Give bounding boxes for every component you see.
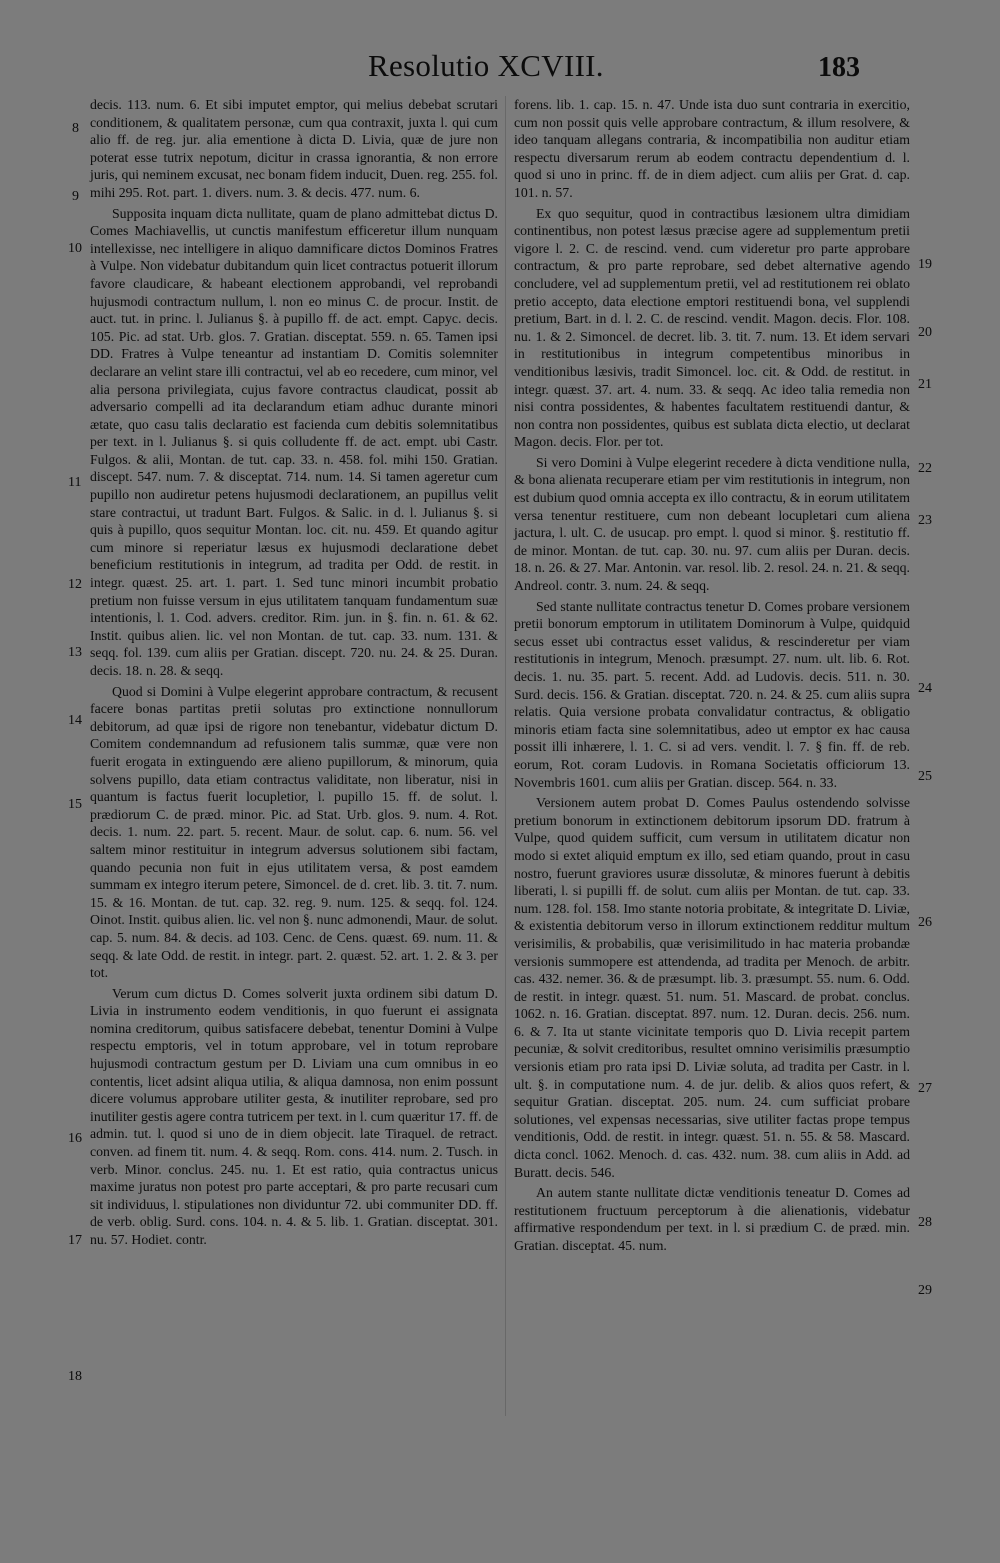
left-column: [90, 96, 498, 1249]
margin-number: 9: [72, 189, 79, 204]
right-paragraph-6: An autem stante nullitate dictæ venditionis teneatur D. Comes ad restitutionem fructuum perceptorum à die alienationis, videbatur affirmative respondendum per text. in l. si prædium C. de præd. min. Gratian. disceptat. 45. num.: [514, 1185, 910, 1253]
margin-number: 10: [68, 241, 82, 256]
right-column: [514, 96, 910, 1255]
right-paragraph-2: Ex quo sequitur, quod in contractibus læsionem ultra dimidiam continentibus, non potest læsus præcise agere ad supplementum pretii vigore l. 2. C. de rescind. vend. cum videretur pro parte approbare contractum, & pro parte reprobare, sed debet alternative agendo concludere, vel ad supplementum pretii, vel ad restitutionem rei oblato pretio accepto, data electione emptori restituendi bona, vel supplendi pretium, Bart. in d. l. 2. C. de rescind. vendit. Magon. decis. Flor. 108. nu. 1. & 2. Simoncel. de decret. lib. 3. tit. 7. num. 13. Et idem servari in restitutionibus in integrum competentibus minoribus in venditionibus læsivis, tradit Simoncel. loc. cit. & Odd. de restitut. in integr. quæst. 37. art. 4. num. 33. & seqq. Ac ideo talia remedia non nisi contra possidentes, & habentes facultatem restituendi dantur, & non contra non possidentes, quibus est sublata dicta electio, ut declarat Magon. decis. Flor. per tot.: [514, 205, 910, 450]
margin-number: 21: [918, 377, 932, 392]
running-title: Resolutio XCVIII.: [368, 48, 604, 83]
margin-number: 17: [68, 1233, 82, 1248]
margin-number: 11: [68, 475, 82, 490]
margin-number: 15: [68, 797, 82, 812]
margin-number: 26: [918, 915, 932, 930]
margin-number: 14: [68, 713, 82, 728]
left-paragraph-2: Supposita inquam dicta nullitate, quam de plano admittebat dictus D. Comes Machiavellis, ut cunctis manifestum efficeretur illum nunquam intellexisse, nec intelligere in aliquo damnificare dictos Dominos Fratres à Vulpe. Non videbatur dubitandum quin licet contractus potuerit illorum favore claudicare, & habeant electionem approbandi, vel reprobandi hujusmodi contractum nullum, l. non eo minus C. de procur. Instit. de auct. tut. in princ. l. Julianus §. à pupillo ff. de act. empt. Capyc. decis. 105. Pic. ad stat. Urb. glos. 7. Gratian. disceptat. 559. n. 65. Tamen ipsi DD. Fratres à Vulpe teneantur ad instantiam D. Comitis solemniter declarare an velint stare illi contractui, vel ab eo recedere, cum minor, vel alia persona privilegiata, cujus favore contractus claudicat, possit ab adversario compelli ad ita declarandum etiam adhuc durante minori ætate, quo casu talis declaratio est facienda cum debitis solemnitatibus per text. in l. Julianus §. si quis colludente ff. de act. empt. ubi Castr. Fulgos. & alii, Montan. de tut. cap. 33. n. 458. fol. mihi 150. Gratian. discept. 547. num. 7. & disceptat. 714. num. 14. Si tamen ageretur cum pupillo non audiretur petens hujusmodi declarationem, an pupillus velit stare contractui, ut tradunt Bart. Fulgos. & Salic. in d. l. Julianus §. si quis à pupillo, quos sequitur Montan. loc. cit. nu. 459. Et quando agitur cum minore si reperiatur læsus ex hujusmodi declaratione debet beneficium restitutionis in integrum, ad tradita per Odd. de restit. in integr. quæst. 25. art. 1. part. 1. Sed tunc minori incumbit probatio pretium non fuisse versum in ejus utilitatem tanquam fundamentum suæ intentionis, l. 1. Cod. advers. creditor. Rim. jun. in §. fin. n. 61. & 62. Instit. quibus alien. lic. vel non Montan. de tut. cap. 33. num. 131. & seqq. fol. 139. cum aliis per Gratian. discept. 720. nu. 24. & 25. Duran. decis. 18. n. 28. & seqq.: [90, 205, 498, 678]
margin-number: 24: [918, 681, 932, 696]
margin-number: 23: [918, 513, 932, 528]
right-paragraph-5: Versionem autem probat D. Comes Paulus ostendendo solvisse pretium bonorum in extinctionem debitorum ipsorum DD. fratrum à Vulpe, quod quidem sufficit, cum versum in utilitatem dicatur non modo si extet aliquid emptum ex illo, sed etiam quando, prout in casu nostro, fuerunt graviores usuræ dissolutæ, & minores fuerunt à debitis liberati, l. si pupilli ff. de solut. cum aliis per Montan. de tut. cap. 33. num. 128. fol. 158. Imo stante notoria probitate, & integritate D. Liviæ, & existentia debitorum verso in illorum extinctionem redditur multum verisimilis, & probabilis, quæ verisimilitudo in hac materia probandæ versionis summopere est attendenda, ad tradita per Menoch. de arbitr. cas. 432. nemer. 36. & de præsumpt. lib. 3. præsumpt. 55. num. 6. Odd. de restit. in integr. quæst. 51. num. 51. Mascard. de probat. conclus. 1062. n. 16. Gratian. disceptat. 897. num. 12. Duran. decis. 256. num. 6. & 7. Ita ut stante vicinitate temporis quo D. Livia recepit partem pecuniæ, & solvit creditoribus, resultet omnino verisimilis præsumptio versionis etiam pro rata ipsi D. Liviæ soluta, ad tradita per Castr. in l. ult. §. in computatione num. 4. de jur. delib. & alios quos refert, & sequitur Gratian. disceptat. 205. num. 24. cum sufficiat probare solutiones, vel expensas necessarias, sive utiliter factas prope tempus venditionis, Odd. de restit. in integr. quæst. 51. n. 55. & 58. Mascard. dicta concl. 1062. Menoch. d. cas. 432. num. 38. cum aliis in Add. ad Buratt. decis. 546.: [514, 795, 910, 1180]
right-paragraph-4: Sed stante nullitate contractus tenetur D. Comes probare versionem pretii bonorum emptorum in utilitatem Dominorum à Vulpe, quidquid secus esset ubi contractus esset validus, & rescinderetur per viam restitutionis in integrum, Menoch. præsumpt. 27. num. ult. lib. 6. Rot. decis. 1. nu. 35. part. 5. recent. Add. ad Ludovis. decis. 511. n. 30. Surd. decis. 156. & Gratian. disceptat. 720. n. 24. & 25. cum aliis supra relatis. Quia versione probata convalidatur contractus, & obligatio minoris etiam facta sine solemnitatibus, adeo ut emptor ex hac causa possit illi inhærere, l. 1. C. si ad vers. vendit. l. 7. § fin. ff. de reb. eorum, Rot. coram Ludovis. in Romana Societatis officiorum 13. Novembris 1601. cum aliis per Gratian. discep. 564. n. 33.: [514, 598, 910, 790]
column-separator: [505, 96, 506, 1416]
margin-number: 29: [918, 1283, 932, 1298]
right-paragraph-1: forens. lib. 1. cap. 15. n. 47. Unde ista duo sunt contraria in exercitio, cum non possit quis velle approbare contractum, & illum resolvere, & ideo tanquam allegans contraria, & incompatibilia non auditur etiam respectu diversarum rerum ab eodem contractu dependentium d. l. quod si uno in princ. ff. de in diem adject. cum aliis per Grat. d. cap. 101. n. 57.: [514, 97, 910, 200]
margin-number: 27: [918, 1081, 932, 1096]
left-paragraph-1: decis. 113. num. 6. Et sibi imputet emptor, qui melius debebat scrutari conditionem, & qualitatem personæ, cum qua contraxit, juxta l. qui cum alio ff. de reg. jur. alia ementione à dicta D. Livia, quæ de jure non poterat esse tutrix nepotum, dicitur in crassa ignorantia, & non errore juris, qui neminem excusat, nec bonam fidem inducit, Duen. reg. 255. fol. mihi 295. Rot. part. 1. divers. num. 3. & decis. 477. num. 6.: [90, 97, 498, 200]
margin-number: 8: [72, 121, 79, 136]
margin-number: 20: [918, 325, 932, 340]
left-paragraph-3: Quod si Domini à Vulpe elegerint approbare contractum, & recusent facere bonas partitas pretii solutas pro extinctione nonnullorum debitorum, ad quæ ipsi de rigore non tenebantur, videbatur dictum D. Comitem condemnandum ad refusionem talis summæ, quæ vere non fuerit erogata in extinguendo ære alieno pupillorum, & minorum, quia solvens pupillo, data etiam contractus validitate, non liberatur, nisi in quantum is factus fuerit locupletior, l. pupillo 15. ff. de solut. l. prædiorum C. de præd. minor. Pic. ad Stat. Urb. glos. 9. num. 4. Rot. decis. 1. num. 22. part. 5. recent. Maur. de solut. cap. 6. num. 56. vel saltem minor restituitur in integrum adversus solutionem sibi factam, quando pecunia non fuit in ejus utilitatem versa, & post eamdem summam ex integro iterum petere, Simoncel. de d. cret. lib. 3. tit. 7. num. 15. & 16. Montan. de tut. cap. 32. reg. 9. num. 125. & seqq. fol. 124. Oinot. Instit. quibus alien. lic. vel non §. nunc admonendi, Maur. de solut. cap. 5. num. 84. & decis. ad 103. Cenc. de Cens. quæst. 69. num. 11. & seqq. & late Odd. de restit. in integr. part. 2. quæst. 52. art. 1. 2. & 3. per tot.: [90, 683, 498, 981]
margin-number: 18: [68, 1369, 82, 1384]
right-paragraph-3: Si vero Domini à Vulpe elegerint recedere à dicta venditione nulla, & bona alienata recuperare etiam per vim restitutionis in integrum, non est dubium quod omnia accepta ex illo contractu, & in eorum utilitatem versa tenentur restituere, cum non debeant locupletari cum aliena jactura, l. ult. C. de usucap. pro empt. l. quod si minor. §. restitutio ff. de minor. Montan. de tut. cap. 30. nu. 97. cum aliis per Duran. decis. 18. n. 26. & 27. Mar. Antonin. var. resol. lib. 2. resol. 24. n. 21. & seqq. Andreol. contr. 3. num. 24. & seqq.: [514, 454, 910, 594]
margin-number: 16: [68, 1131, 82, 1146]
left-paragraph-4: Verum cum dictus D. Comes solverit juxta ordinem sibi datum D. Livia in instrumento eodem venditionis, in quo fuerunt ei assignata nomina creditorum, quibus satisfacere debebat, tenentur Domini à Vulpe respectu emptoris, vel in totum approbare, vel in totum reprobare hujusmodi contractum gestum per D. Liviam una cum omnibus in eo contentis, licet adsint aliqua utilia, & aliqua damnosa, non enim possunt dicere volumus approbare utiliter gesta, & inutiliter reprobare, sed pro inutiliter gestis agere contra tutricem per text. in l. cum quæritur 17. ff. de admin. tut. l. quod si uno de in diem objecit. late Tiraquel. de retract. conven. ad finem tit. num. 4. & seqq. Rom. cons. 414. num. 2. Tusch. in verb. Minor. conclus. 245. nu. 1. Et est ratio, quia contractus unicus maxime juratus non potest pro parte acceptari, & pro parte recusari cum sit individuus, l. stipulationes non dividuntur 72. ubi communiter DD. ff. de verb. oblig. Surd. cons. 104. n. 4. & 5. lib. 1. Gratian. disceptat. 301. nu. 57. Hodiet. contr.: [90, 985, 498, 1247]
margin-number: 13: [68, 645, 82, 660]
margin-number: 28: [918, 1215, 932, 1230]
margin-number: 22: [918, 461, 932, 476]
page-number: 183: [818, 52, 860, 83]
margin-number: 12: [68, 577, 82, 592]
margin-number: 19: [918, 257, 932, 272]
margin-number: 25: [918, 769, 932, 784]
